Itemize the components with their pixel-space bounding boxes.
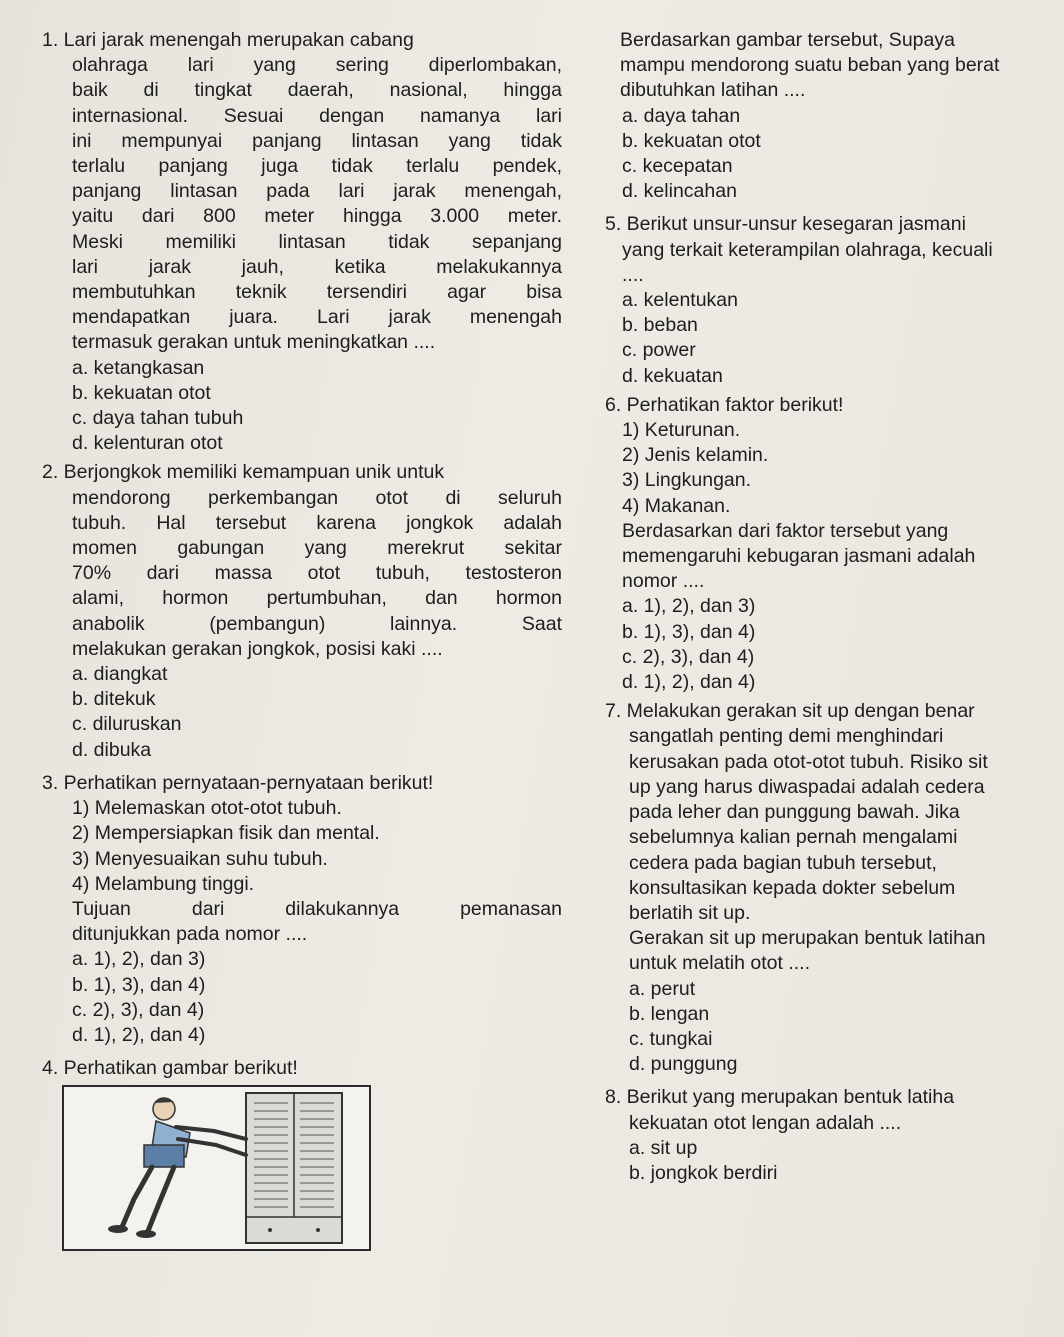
q6-item-4: 4) Makanan.: [622, 494, 731, 517]
q3-question-1: Tujuan dari dilakukannya pemanasan: [72, 897, 562, 920]
q1-line-2: olahraga lari yang sering diperlombakan,: [72, 54, 562, 77]
q8-line-2: kekuatan otot lengan adalah ....: [629, 1111, 902, 1134]
q6-question-1: Berdasarkan dari faktor tersebut yang: [622, 519, 949, 542]
q7-option-b[interactable]: b. lengan: [629, 1002, 710, 1025]
q5-option-b[interactable]: b. beban: [622, 314, 698, 337]
boy-pushing-cabinet-illustration: [62, 1085, 371, 1251]
q7-question-1: Gerakan sit up merupakan bentuk latihan: [629, 927, 986, 950]
q6-option-d[interactable]: d. 1), 2), dan 4): [622, 671, 756, 694]
q6-option-a[interactable]: a. 1), 2), dan 3): [622, 595, 756, 618]
question-6: [605, 393, 1060, 695]
q5-option-c[interactable]: c. power: [622, 339, 696, 362]
q5-line-3: ....: [622, 263, 644, 286]
q3-option-b[interactable]: b. 1), 3), dan 4): [72, 973, 206, 996]
boy-pushing-cabinet-icon: [64, 1087, 369, 1249]
q6-question-2: memengaruhi kebugaran jasmani adalah: [622, 545, 976, 568]
question-7: [605, 699, 1060, 1077]
q1-option-c[interactable]: c. daya tahan tubuh: [72, 407, 244, 430]
q5-option-a[interactable]: a. kelentukan: [622, 289, 739, 312]
q5-line-1: 5. Berikut unsur-unsur kesegaran jasmani: [605, 213, 966, 236]
question-4: [42, 1056, 562, 1251]
q4-stem: 4. Perhatikan gambar berikut!: [42, 1057, 298, 1080]
q7-line-2: sangatlah penting demi menghindari: [629, 725, 944, 748]
q4-option-b[interactable]: b. kekuatan otot: [622, 129, 761, 152]
question-1: [42, 28, 562, 456]
q7-option-a[interactable]: a. perut: [629, 977, 696, 1000]
q3-option-d[interactable]: d. 1), 2), dan 4): [72, 1023, 206, 1046]
q7-line-9: berlatih sit up.: [629, 901, 751, 924]
q6-stem: 6. Perhatikan faktor berikut!: [605, 393, 844, 416]
q1-line-6: terlalu panjang juga tidak terlalu pendek,: [72, 155, 562, 178]
q5-option-d[interactable]: d. kekuatan: [622, 364, 723, 387]
q8-option-b[interactable]: b. jongkok berdiri: [629, 1161, 778, 1184]
q1-line-4: internasional. Sesuai dengan namanya lari: [72, 104, 562, 127]
q6-question-3: nomor ....: [622, 570, 705, 593]
q7-line-5: pada leher dan punggung bawah. Jika: [629, 801, 960, 824]
q2-line-4: momen gabungan yang merekrut sekitar: [72, 537, 562, 560]
q6-option-b[interactable]: b. 1), 3), dan 4): [622, 620, 756, 643]
question-4-continued: [605, 28, 1060, 204]
q8-option-a[interactable]: a. sit up: [629, 1136, 698, 1159]
q7-option-d[interactable]: d. punggung: [629, 1053, 738, 1076]
q2-line-2: mendorong perkembangan otot di seluruh: [72, 486, 562, 509]
q3-item-4: 4) Melambung tinggi.: [72, 872, 255, 895]
q3-option-a[interactable]: a. 1), 2), dan 3): [72, 948, 206, 971]
q2-line-1: 2. Berjongkok memiliki kemampuan unik untuk: [42, 461, 445, 484]
q2-option-d[interactable]: d. dibuka: [72, 738, 152, 761]
q1-line-10: lari jarak jauh, ketika melakukannya: [72, 255, 562, 278]
q7-line-4: up yang harus diwaspadai adalah cedera: [629, 775, 985, 798]
q3-item-2: 2) Mempersiapkan fisik dan mental.: [72, 822, 380, 845]
q7-line-3: kerusakan pada otot-otot tubuh. Risiko sit: [629, 750, 988, 773]
q7-question-2: untuk melatih otot ....: [629, 952, 811, 975]
q1-line-11: membutuhkan teknik tersendiri agar bisa: [72, 281, 562, 304]
q2-option-a[interactable]: a. diangkat: [72, 663, 168, 686]
question-2: [42, 460, 562, 762]
q1-line-8: yaitu dari 800 meter hingga 3.000 meter.: [72, 205, 562, 228]
left-column: [42, 28, 562, 1251]
q2-option-b[interactable]: b. ditekuk: [72, 688, 156, 711]
q1-line-13: termasuk gerakan untuk meningkatkan ....: [72, 331, 436, 354]
question-8: [605, 1085, 1060, 1186]
q7-line-8: konsultasikan kepada dokter sebelum: [629, 876, 956, 899]
q4-option-d[interactable]: d. kelincahan: [622, 180, 737, 203]
q1-option-b[interactable]: b. kekuatan otot: [72, 381, 211, 404]
q4-question-2: mampu mendorong suatu beban yang berat: [620, 54, 1000, 77]
q2-line-3: tubuh. Hal tersebut karena jongkok adalah: [72, 511, 562, 534]
q7-line-6: sebelumnya kalian pernah mengalami: [629, 826, 958, 849]
q3-item-3: 3) Menyesuaikan suhu tubuh.: [72, 847, 328, 870]
q7-line-7: cedera pada bagian tubuh tersebut,: [629, 851, 937, 874]
right-column: [605, 28, 1060, 1186]
q1-line-7: panjang lintasan pada lari jarak menengah,: [72, 180, 562, 203]
q1-line-12: mendapatkan juara. Lari jarak menengah: [72, 306, 562, 329]
q5-line-2: yang terkait keterampilan olahraga, kecuali: [622, 238, 993, 261]
q1-option-a[interactable]: a. ketangkasan: [72, 356, 205, 379]
q3-option-c[interactable]: c. 2), 3), dan 4): [72, 998, 205, 1021]
q2-option-c[interactable]: c. diluruskan: [72, 713, 182, 736]
q6-item-3: 3) Lingkungan.: [622, 469, 752, 492]
q4-option-c[interactable]: c. kecepatan: [622, 155, 733, 178]
q2-line-8: melakukan gerakan jongkok, posisi kaki ....: [72, 637, 443, 660]
q2-line-5: 70% dari massa otot tubuh, testosteron: [72, 562, 562, 585]
q6-option-c[interactable]: c. 2), 3), dan 4): [622, 645, 755, 668]
question-3: [42, 771, 562, 1048]
q1-line-9: Meski memiliki lintasan tidak sepanjang: [72, 230, 562, 253]
question-5: [605, 212, 1060, 388]
q1-option-d[interactable]: d. kelenturan otot: [72, 432, 223, 455]
q8-line-1: 8. Berikut yang merupakan bentuk latiha: [605, 1086, 955, 1109]
q4-option-a[interactable]: a. daya tahan: [622, 104, 741, 127]
q1-line-5: ini mempunyai panjang lintasan yang tidak: [72, 129, 562, 152]
q7-option-c[interactable]: c. tungkai: [629, 1027, 713, 1050]
q1-line-3: baik di tingkat daerah, nasional, hingga: [72, 79, 562, 102]
q3-item-1: 1) Melemaskan otot-otot tubuh.: [72, 797, 342, 820]
q4-question-1: Berdasarkan gambar tersebut, Supaya: [620, 29, 955, 51]
q3-stem: 3. Perhatikan pernyataan-pernyataan berikut!: [42, 771, 434, 794]
q3-question-2: ditunjukkan pada nomor ....: [72, 923, 308, 946]
q4-question-3: dibutuhkan latihan ....: [620, 79, 806, 102]
q2-line-7: anabolik (pembangun) lainnya. Saat: [72, 612, 562, 635]
q2-line-6: alami, hormon pertumbuhan, dan hormon: [72, 587, 562, 610]
q7-line-1: 7. Melakukan gerakan sit up dengan benar: [605, 700, 975, 723]
q1-line-1: 1. Lari jarak menengah merupakan cabang: [42, 29, 414, 51]
q6-item-2: 2) Jenis kelamin.: [622, 444, 769, 467]
q6-item-1: 1) Keturunan.: [622, 419, 741, 442]
